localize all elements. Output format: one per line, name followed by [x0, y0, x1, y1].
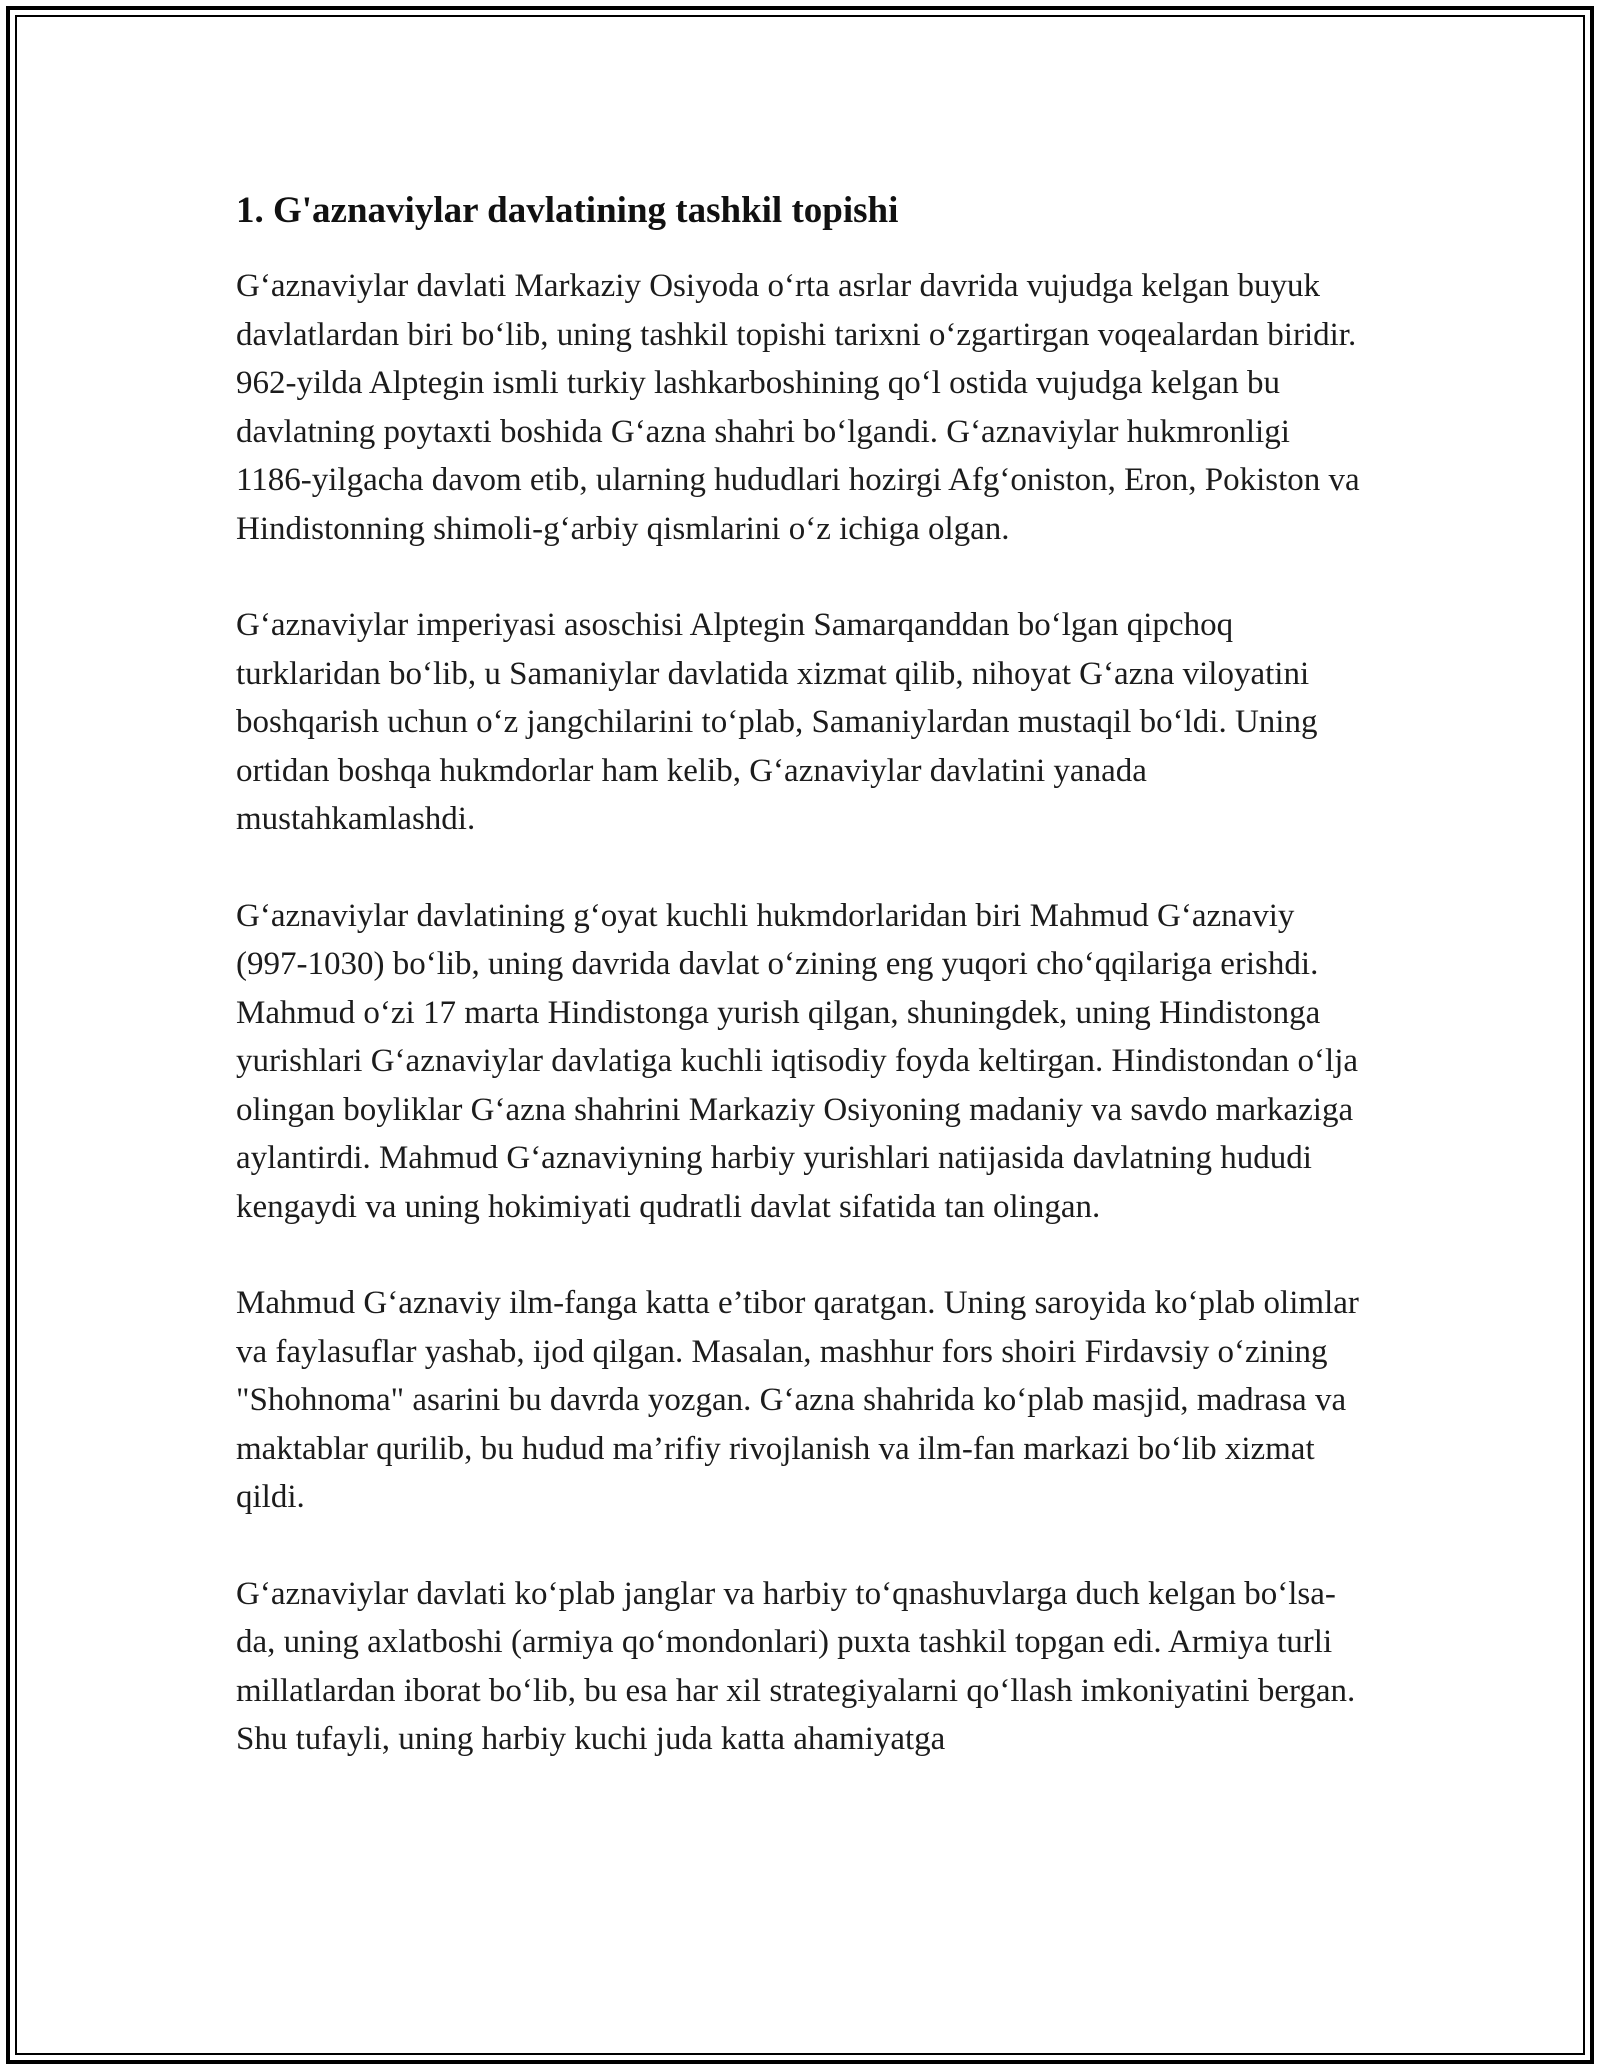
section-title: 1. G'aznaviylar davlatining tashkil topishi	[236, 190, 899, 231]
paragraph-founding: G‘aznaviylar davlati Markaziy Osiyoda o‘rta asrlar davrida vujudga kelgan buyuk davlatlardan biri bo‘lib, uning tashkil topishi tarixni o‘zgartirgan voqealardan biridir. 962-yilda Alptegin ismli turkiy lashkarboshining qo‘l ostida vujudga kelgan bu davlatning poytaxti boshida G‘azna shahri bo‘lgandi. G‘aznaviylar hukmronligi 1186-yilgacha davom etib, ularning hududlari hozirgi Afg‘oniston, Eron, Pokiston va Hindistonning shimoli-g‘arbiy qismlarini o‘z ichiga olgan.	[236, 268, 1360, 547]
paragraph-alptegin: G‘aznaviylar imperiyasi asoschisi Alptegin Samarqanddan bo‘lgan qipchoq turklaridan bo‘lib, u Samaniylar davlatida xizmat qilib, nihoyat G‘azna viloyatini boshqarish uchun o‘z jangchilarini to‘plab, Samaniylardan mustaqil bo‘ldi. Uning ortidan boshqa hukmdorlar ham kelib, G‘aznaviylar davlatini yanada mustahkamlashdi.	[236, 607, 1318, 837]
paragraph-science: Mahmud G‘aznaviy ilm-fanga katta e’tibor qaratgan. Uning saroyida ko‘plab olimlar va faylasuflar yashab, ijod qilgan. Masalan, mashhur fors shoiri Firdavsiy o‘zining "Shohnoma" asarini bu davrda yozgan. G‘azna shahrida ko‘plab masjid, madrasa va maktablar qurilib, bu hudud ma’rifiy rivojlanish va ilm-fan markazi bo‘lib xizmat qildi.	[236, 1285, 1359, 1515]
paragraph-mahmud: G‘aznaviylar davlatining g‘oyat kuchli hukmdorlaridan biri Mahmud G‘aznaviy (997-1030) bo‘lib, uning davrida davlat o‘zining eng yuqori cho‘qqilariga erishdi. Mahmud o‘zi 17 marta Hindistonga yurish qilgan, shuningdek, uning Hindistonga yurishlari G‘aznaviylar davlatiga kuchli iqtisodiy foyda keltirgan. Hindistondan o‘lja olingan boyliklar G‘azna shahrini Markaziy Osiyoning madaniy va savdo markaziga aylantirdi. Mahmud G‘aznaviyning harbiy yurishlari natijasida davlatning hududi kengaydi va uning hokimiyati qudratli davlat sifatida tan olingan.	[236, 897, 1359, 1225]
paragraph-army: G‘aznaviylar davlati ko‘plab janglar va harbiy to‘qnashuvlarga duch kelgan bo‘lsa-da, uning axlatboshi (armiya qo‘mondonlari) puxta tashkil topgan edi. Armiya turli millatlardan iborat bo‘lib, bu esa har xil strategiyalarni qo‘llash imkoniyatini bergan. Shu tufayli, uning harbiy kuchi juda katta ahamiyatga	[236, 1575, 1356, 1757]
document-body	[236, 186, 1366, 1764]
